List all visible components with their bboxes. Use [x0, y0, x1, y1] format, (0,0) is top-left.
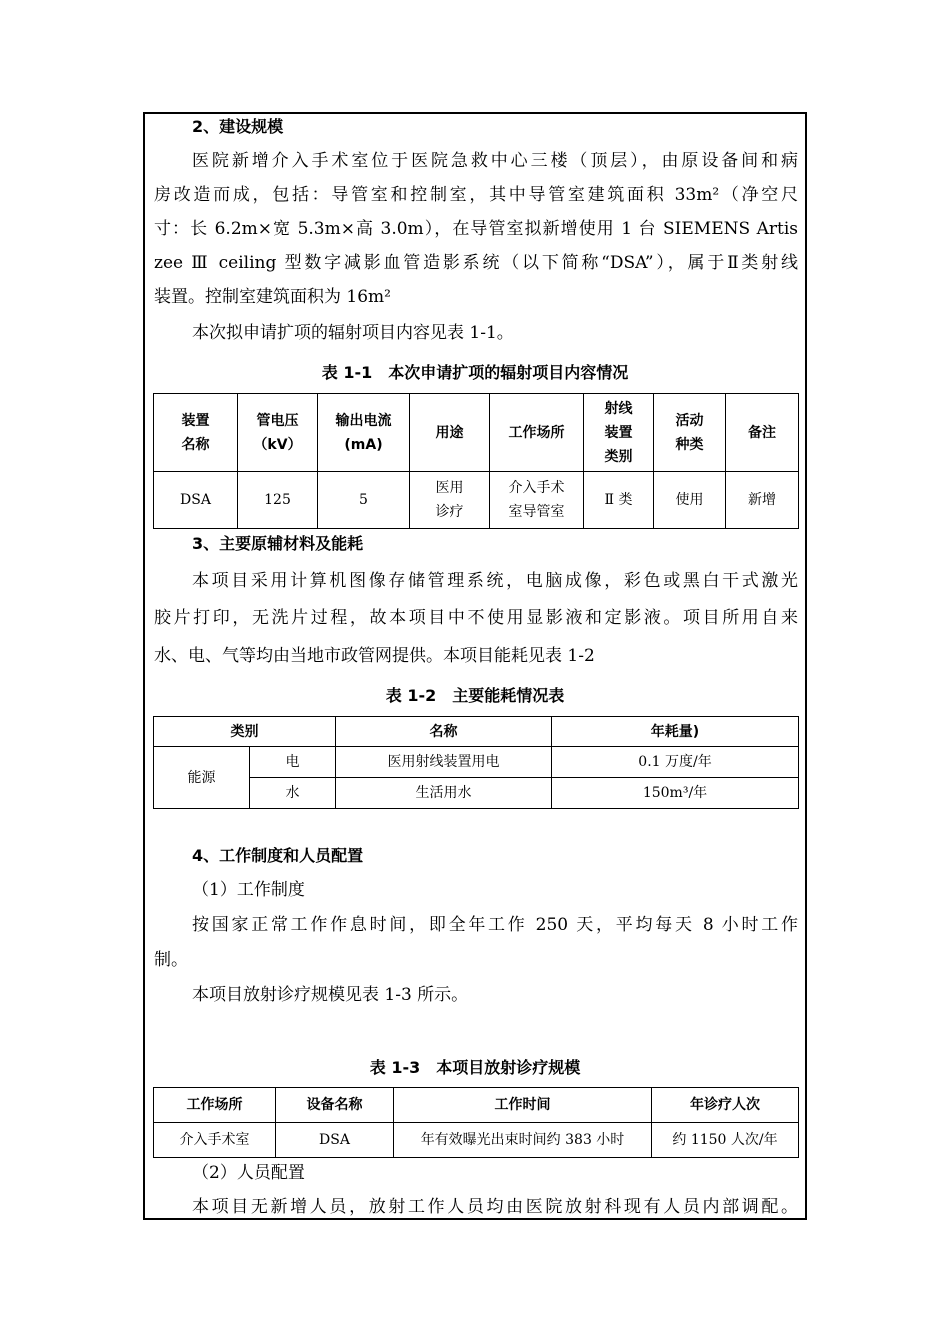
header-annual-patients: 年诊疗人次: [652, 1088, 799, 1123]
section-4-para-line-2: 制。: [154, 950, 188, 970]
table-1-2-caption: 表 1-2 主要能耗情况表: [385, 686, 565, 705]
header-device-name: 装置 名称: [154, 394, 238, 472]
section-2-heading: 2、建设规模: [192, 117, 284, 136]
table-1-1: [153, 393, 799, 529]
cell-amount: 0.1 万度/年: [552, 747, 799, 778]
header-device-category: 射线 装置 类别: [584, 394, 654, 472]
cell-activity-type: 使用: [654, 472, 726, 529]
header-annual-consumption: 年耗量): [552, 717, 799, 747]
section-4-para-2: 本项目放射诊疗规模见表 1-3 所示。: [192, 985, 469, 1005]
cell-workplace: 介入手术 室导管室: [490, 472, 584, 529]
cell-annual-patients: 约 1150 人次/年: [652, 1123, 799, 1158]
section-3-para-line-3: 水、电、气等均由当地市政管网提供。本项目能耗见表 1-2: [154, 646, 595, 666]
header-device-name: 设备名称: [276, 1088, 394, 1123]
table-row: [154, 1123, 799, 1158]
section-3-para-line-1: 本项目采用计算机图像存储管理系统，电脑成像，彩色或黑白干式激光: [192, 571, 798, 591]
section-4-heading: 4、工作制度和人员配置: [192, 846, 364, 865]
section-3-heading: 3、主要原辅材料及能耗: [192, 534, 364, 553]
section-4-para-line-1: 按国家正常工作作息时间，即全年工作 250 天，平均每天 8 小时工作: [192, 915, 798, 935]
section-4-sub-2: （2）人员配置: [192, 1163, 305, 1183]
table-row: [154, 747, 799, 778]
section-2-para-line-1: 医院新增介入手术室位于医院急救中心三楼（顶层），由原设备间和病: [192, 151, 798, 171]
section-4-para-3: 本项目无新增人员，放射工作人员均由医院放射科现有人员内部调配。: [192, 1197, 798, 1217]
table-1-1-caption: 表 1-1 本次申请扩项的辐射项目内容情况: [321, 363, 629, 382]
cell-work-time: 年有效曝光出束时间约 383 小时: [394, 1123, 652, 1158]
cell-purpose: 医用 诊疗: [410, 472, 490, 529]
header-name: 名称: [336, 717, 552, 747]
header-category: 类别: [154, 717, 336, 747]
cell-energy-group: 能源: [154, 747, 250, 809]
cell-workplace: 介入手术室: [154, 1123, 276, 1158]
header-purpose: 用途: [410, 394, 490, 472]
cell-output-current: 5: [318, 472, 410, 529]
cell-name: 生活用水: [336, 778, 552, 809]
cell-tube-voltage: 125: [238, 472, 318, 529]
section-3-para-line-2: 胶片打印，无洗片过程，故本项目中不使用显影液和定影液。项目所用自来: [154, 608, 798, 628]
table-1-2-header-row: [154, 717, 799, 747]
table-1-3-header-row: [154, 1088, 799, 1123]
section-2-para-line-5: 装置。控制室建筑面积为 16m²: [154, 287, 391, 307]
section-2-para-line-3: 寸：长 6.2m×宽 5.3m×高 3.0m），在导管室拟新增使用 1 台 SIEMENS Artis: [154, 219, 798, 239]
header-workplace: 工作场所: [490, 394, 584, 472]
table-row: [154, 472, 799, 529]
section-2-para-2: 本次拟申请扩项的辐射项目内容见表 1-1。: [192, 323, 514, 343]
section-4-sub-1: （1）工作制度: [192, 880, 305, 900]
header-remarks: 备注: [726, 394, 799, 472]
section-2-para-line-2: 房改造而成，包括：导管室和控制室，其中导管室建筑面积 33m²（净空尺: [154, 185, 798, 205]
header-activity-type: 活动 种类: [654, 394, 726, 472]
header-output-current: 输出电流 (mA): [318, 394, 410, 472]
cell-remarks: 新增: [726, 472, 799, 529]
header-work-time: 工作时间: [394, 1088, 652, 1123]
cell-name: 医用射线装置用电: [336, 747, 552, 778]
cell-device-category: Ⅱ 类: [584, 472, 654, 529]
table-1-3-caption: 表 1-3 本项目放射诊疗规模: [369, 1058, 581, 1077]
header-workplace: 工作场所: [154, 1088, 276, 1123]
cell-type: 电: [250, 747, 336, 778]
section-2-para-line-4: zee Ⅲ ceiling 型数字减影血管造影系统（以下简称“DSA”），属于Ⅱ类射线: [154, 253, 798, 273]
table-1-2: [153, 716, 799, 809]
table-1-3: [153, 1087, 799, 1158]
cell-device-name: DSA: [276, 1123, 394, 1158]
cell-type: 水: [250, 778, 336, 809]
cell-device-name: DSA: [154, 472, 238, 529]
header-tube-voltage: 管电压 （kV）: [238, 394, 318, 472]
table-1-1-header-row: [154, 394, 799, 472]
cell-amount: 150m³/年: [552, 778, 799, 809]
table-row: [154, 778, 799, 809]
